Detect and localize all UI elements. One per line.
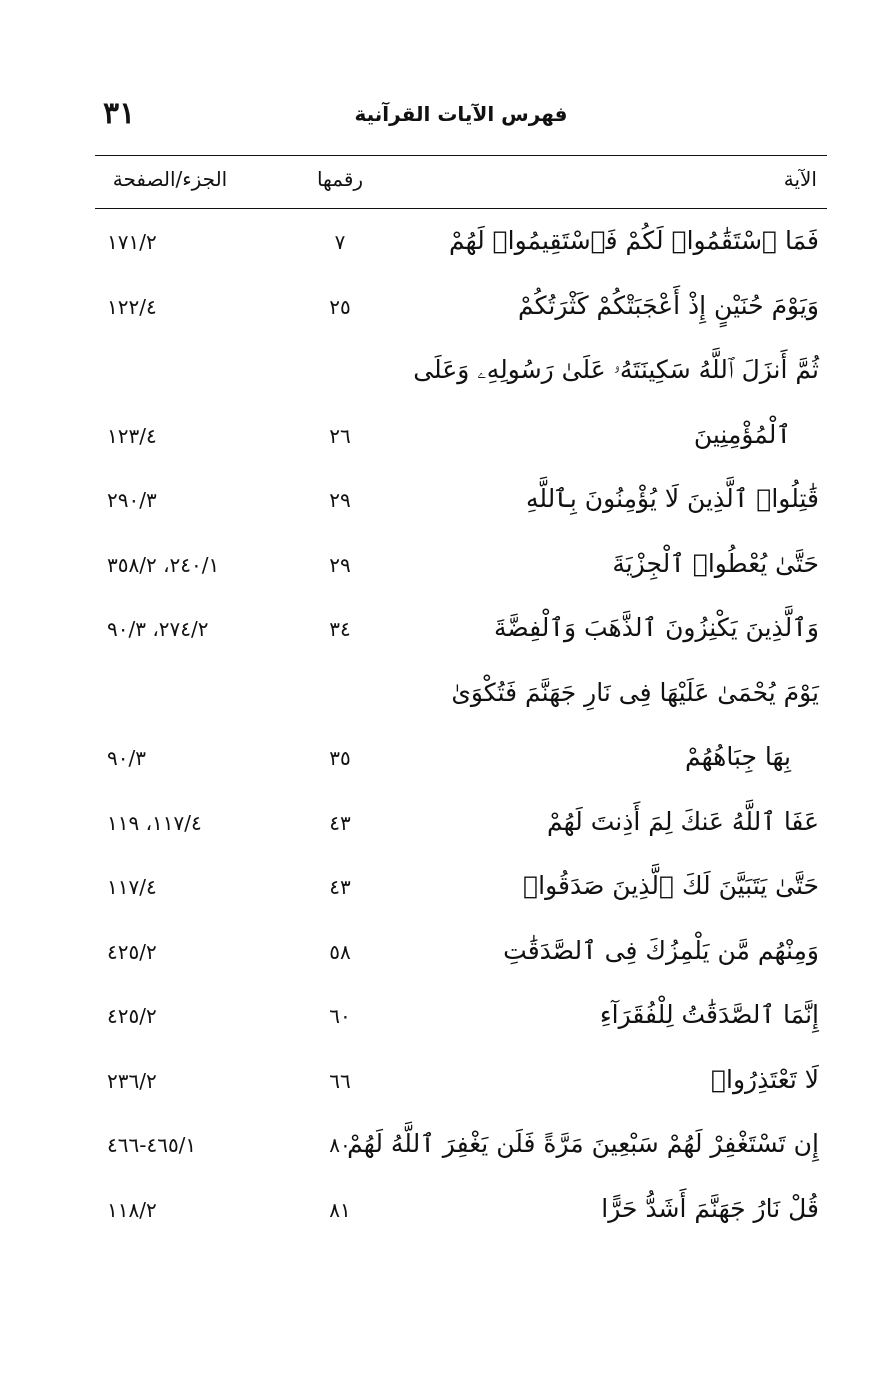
verse-text: قَٰتِلُوا۟ ٱلَّذِينَ لَا يُؤْمِنُونَ بِٱللَّهِ	[525, 484, 819, 513]
volume-page-ref: ٢٧٤/٢، ٩٠/٣	[107, 617, 209, 641]
volume-page-ref: ٢٩٠/٣	[107, 488, 157, 512]
volume-page-ref: ٤٢٥/٢	[107, 1004, 157, 1028]
volume-page-ref: ١١٧/٤	[107, 875, 157, 899]
table-row	[95, 664, 827, 729]
column-header-volume-page: الجزء/الصفحة	[112, 167, 228, 191]
table-row	[95, 1180, 827, 1245]
verse-text: وَمِنْهُم مَّن يَلْمِزُكَ فِى ٱلصَّدَقَٰتِ	[503, 935, 819, 965]
page-title: فهرس الآيات القرآنية	[354, 102, 568, 126]
volume-page-ref: ١١٧/٤، ١١٩	[107, 810, 202, 835]
verse-text: عَفَا ٱللَّهُ عَنكَ لِمَ أَذِنتَ لَهُمْ	[546, 806, 819, 836]
verse-index-table	[95, 212, 827, 1244]
verse-number: ٢٥	[329, 294, 351, 319]
table-row	[95, 470, 827, 535]
volume-page-ref: ٢٣٦/٢	[107, 1068, 157, 1093]
table-row	[95, 793, 827, 858]
volume-page-ref: ٢٤٠/١، ٣٥٨/٢	[107, 552, 220, 577]
table-row	[95, 1051, 827, 1116]
verse-number: ٤٣	[329, 810, 351, 835]
verse-number: ٦٠	[329, 1004, 351, 1028]
table-row	[95, 406, 827, 471]
volume-page-ref: ٩٠/٣	[107, 746, 146, 770]
table-row	[95, 277, 827, 342]
table-row	[95, 535, 827, 600]
verse-text: وَيَوْمَ حُنَيْنٍ إِذْ أَعْجَبَتْكُمْ كَثْرَتُكُمْ	[517, 290, 819, 320]
verse-text: قُلْ نَارُ جَهَنَّمَ أَشَدُّ حَرًّا	[601, 1193, 819, 1223]
verse-text: يَوْمَ يُحْمَىٰ عَلَيْهَا فِى نَارِ جَهَنَّمَ فَتُكْوَىٰ	[451, 677, 819, 707]
verse-number: ٣٥	[329, 746, 351, 770]
verse-number: ٢٦	[329, 423, 351, 448]
verse-number: ٦٦	[329, 1068, 351, 1093]
table-row	[95, 986, 827, 1051]
page-header	[95, 96, 827, 140]
verse-number: ٢٩	[329, 488, 351, 512]
header-bottom-rule	[95, 208, 827, 209]
verse-text: بِهَا جِبَاهُهُمْ	[684, 742, 791, 771]
verse-text: لَا تَعْتَذِرُوا۟	[711, 1064, 819, 1094]
table-row	[95, 599, 827, 664]
verse-number: ٨٠	[329, 1133, 351, 1157]
verse-text: وَٱلَّذِينَ يَكْنِزُونَ ٱلذَّهَبَ وَٱلْفِضَّةَ	[493, 613, 819, 642]
table-row	[95, 857, 827, 922]
verse-text: ثُمَّ أَنزَلَ ٱللَّهُ سَكِينَتَهُۥ عَلَىٰ رَسُولِهِۦ وَعَلَى	[413, 355, 819, 384]
table-row	[95, 922, 827, 987]
volume-page-ref: ١٢٢/٤	[107, 294, 157, 319]
column-header-number: رقمها	[316, 167, 364, 191]
volume-page-ref: ٤٦٥/١-٤٦٦	[107, 1133, 197, 1157]
table-row	[95, 341, 827, 406]
table-row	[95, 1115, 827, 1180]
table-row	[95, 212, 827, 277]
verse-number: ٥٨	[329, 939, 351, 964]
verse-text: ٱلْمُؤْمِنِينَ	[693, 419, 791, 449]
volume-page-ref: ٤٢٥/٢	[107, 939, 157, 964]
verse-text: فَمَا ٱسْتَقَٰمُوا۟ لَكُمْ فَٱسْتَقِيمُوا۟ لَهُمْ	[448, 226, 819, 255]
verse-number: ٣٤	[329, 617, 351, 641]
verse-text: حَتَّىٰ يُعْطُوا۟ ٱلْجِزْيَةَ	[612, 548, 819, 578]
verse-text: إِن تَسْتَغْفِرْ لَهُمْ سَبْعِينَ مَرَّةً فَلَن يَغْفِرَ ٱللَّهُ لَهُمْ	[347, 1129, 819, 1158]
table-row	[95, 728, 827, 793]
verse-text: إِنَّمَا ٱلصَّدَقَٰتُ لِلْفُقَرَآءِ	[599, 1000, 819, 1029]
page-number: ٣١	[103, 96, 136, 131]
column-header-verse: الآية	[783, 167, 817, 191]
verse-number: ٧	[334, 230, 346, 254]
verse-text: حَتَّىٰ يَتَبَيَّنَ لَكَ ٱلَّذِينَ صَدَقُوا۟	[523, 871, 819, 900]
column-headers	[95, 163, 827, 203]
volume-page-ref: ١٢٣/٤	[107, 423, 157, 448]
verse-number: ٤٣	[329, 875, 351, 899]
verse-number: ٢٩	[329, 552, 351, 577]
header-top-rule	[95, 155, 827, 156]
volume-page-ref: ١١٨/٢	[107, 1197, 157, 1222]
volume-page-ref: ١٧١/٢	[107, 230, 157, 254]
verse-number: ٨١	[329, 1197, 351, 1222]
